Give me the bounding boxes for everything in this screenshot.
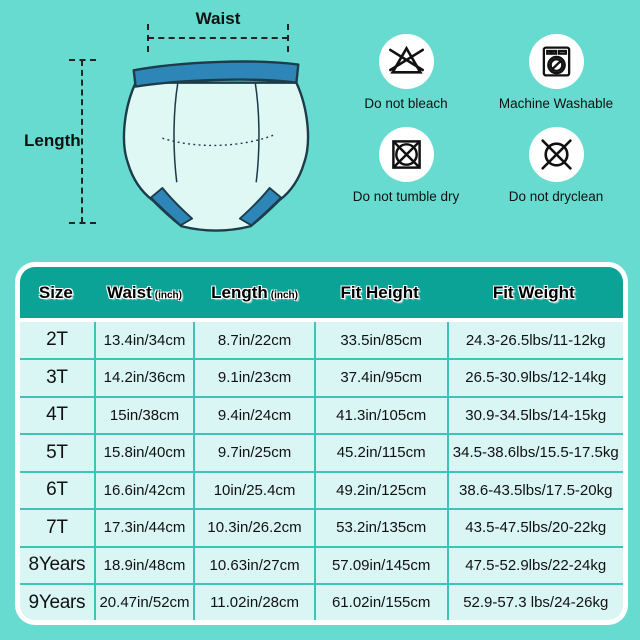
size-cell: 8Years (20, 547, 95, 585)
care-label: Do not dryclean (508, 189, 604, 204)
do-not-bleach-icon (379, 34, 434, 89)
size-cell: 9Years (20, 584, 95, 620)
size-cell: 3T (20, 359, 95, 397)
column-header-fit-weight: Fit Weight (448, 267, 624, 320)
do-not-tumble-dry-icon (379, 127, 434, 182)
waist-cell: 13.4in/34cm (95, 320, 194, 359)
fit-weight-cell: 34.5-38.6lbs/15.5-17.5kg (448, 434, 624, 472)
waist-cell: 15in/38cm (95, 397, 194, 435)
size-cell: 4T (20, 397, 95, 435)
do-not-dryclean-icon (529, 127, 584, 182)
fit-height-cell: 57.09in/145cm (315, 547, 448, 585)
waist-cell: 20.47in/52cm (95, 584, 194, 620)
fit-weight-cell: 43.5-47.5lbs/20-22kg (448, 509, 624, 547)
column-header-waist: Waist (inch) (95, 267, 194, 320)
fit-weight-cell: 26.5-30.9lbs/12-14kg (448, 359, 624, 397)
length-measure-line (81, 60, 83, 223)
waist-cell: 14.2in/36cm (95, 359, 194, 397)
fit-weight-cell: 52.9-57.3 lbs/24-26kg (448, 584, 624, 620)
size-cell: 2T (20, 320, 95, 359)
waist-cell: 18.9in/48cm (95, 547, 194, 585)
table-row (20, 397, 623, 435)
length-cell: 9.7in/25cm (194, 434, 315, 472)
length-measure-tick-bottom (69, 222, 96, 224)
fit-weight-cell: 30.9-34.5lbs/14-15kg (448, 397, 624, 435)
fit-height-cell: 61.02in/155cm (315, 584, 448, 620)
size-cell: 5T (20, 434, 95, 472)
waist-cell: 16.6in/42cm (95, 472, 194, 510)
care-label: Do not tumble dry (352, 189, 460, 204)
size-chart-card (15, 262, 628, 625)
table-row (20, 359, 623, 397)
size-cell: 6T (20, 472, 95, 510)
waist-measure-line (148, 37, 288, 39)
machine-washable-icon (529, 34, 584, 89)
fit-height-cell: 41.3in/105cm (315, 397, 448, 435)
column-header-length: Length (inch) (194, 267, 315, 320)
length-cell: 9.1in/23cm (194, 359, 315, 397)
care-item-do-not-bleach (334, 34, 478, 111)
table-row (20, 320, 623, 359)
care-instructions-grid (334, 34, 628, 204)
table-row (20, 472, 623, 510)
length-measure-tick-top (69, 59, 96, 61)
care-item-machine-washable (484, 34, 628, 111)
length-cell: 10.63in/27cm (194, 547, 315, 585)
header-row (20, 267, 623, 320)
fit-height-cell: 37.4in/95cm (315, 359, 448, 397)
waist-measure-label: Waist (195, 9, 241, 28)
care-item-do-not-tumble-dry (334, 127, 478, 204)
care-label: Do not bleach (364, 96, 448, 111)
table-row (20, 547, 623, 585)
size-cell: 7T (20, 509, 95, 547)
waist-measure-tick-left (147, 24, 149, 52)
column-header-size: Size (20, 267, 95, 320)
care-label: Machine Washable (498, 96, 614, 111)
table-row (20, 434, 623, 472)
column-header-fit-height: Fit Height (315, 267, 448, 320)
size-chart-table (20, 267, 623, 620)
length-cell: 9.4in/24cm (194, 397, 315, 435)
care-item-do-not-dryclean (484, 127, 628, 204)
table-row (20, 509, 623, 547)
length-measure-label: Length (24, 131, 81, 150)
length-cell: 11.02in/28cm (194, 584, 315, 620)
table-row (20, 584, 623, 620)
fit-height-cell: 33.5in/85cm (315, 320, 448, 359)
training-pants-illustration (120, 54, 312, 232)
fit-weight-cell: 24.3-26.5lbs/11-12kg (448, 320, 624, 359)
fit-height-cell: 45.2in/115cm (315, 434, 448, 472)
length-cell: 8.7in/22cm (194, 320, 315, 359)
fit-height-cell: 49.2in/125cm (315, 472, 448, 510)
fit-weight-cell: 47.5-52.9lbs/22-24kg (448, 547, 624, 585)
length-cell: 10.3in/26.2cm (194, 509, 315, 547)
fit-height-cell: 53.2in/135cm (315, 509, 448, 547)
waist-cell: 17.3in/44cm (95, 509, 194, 547)
length-cell: 10in/25.4cm (194, 472, 315, 510)
waist-measure-tick-right (287, 24, 289, 52)
fit-weight-cell: 38.6-43.5lbs/17.5-20kg (448, 472, 624, 510)
waist-cell: 15.8in/40cm (95, 434, 194, 472)
